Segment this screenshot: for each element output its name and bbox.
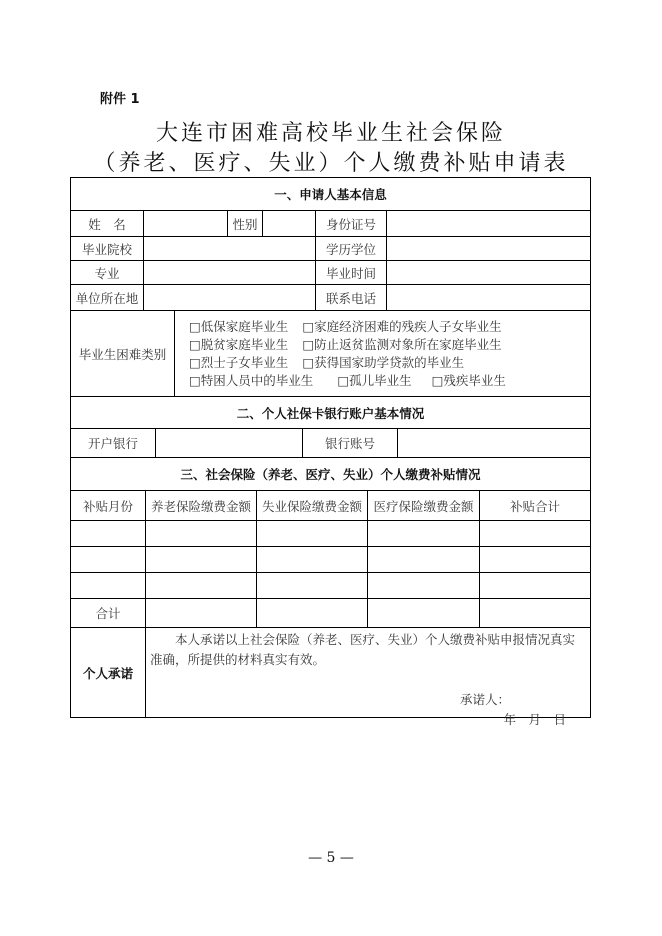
- hardship-option[interactable]: □获得国家助学贷款的毕业生: [302, 354, 465, 370]
- promise-row: [71, 628, 590, 727]
- total-row: [71, 599, 590, 628]
- table-row: [71, 573, 590, 599]
- employer-location-field[interactable]: [144, 285, 316, 310]
- cell[interactable]: [71, 521, 146, 546]
- hardship-option[interactable]: □烈士子女毕业生: [189, 354, 289, 370]
- gender-field[interactable]: [263, 211, 316, 236]
- total-label: 合计: [71, 599, 146, 627]
- promise-content: [146, 628, 590, 727]
- employer-location-label: 单位所在地: [71, 285, 144, 310]
- cell[interactable]: [480, 521, 590, 546]
- table-row: [71, 521, 590, 547]
- cell[interactable]: [480, 547, 590, 572]
- account-label: 银行账号: [303, 429, 398, 457]
- subsidy-header-row: [71, 491, 590, 521]
- gender-label: 性别: [228, 211, 263, 236]
- school-field[interactable]: [144, 237, 316, 260]
- cell[interactable]: [480, 599, 590, 627]
- phone-field[interactable]: [387, 285, 590, 310]
- cell[interactable]: [146, 599, 257, 627]
- table-row: [71, 547, 590, 573]
- hardship-label: 毕业生困难类别: [71, 311, 175, 396]
- promise-text: 本人承诺以上社会保险（养老、医疗、失业）个人缴费补贴申报情况真实准确，所提供的材料真实有效。: [150, 632, 576, 667]
- signer-label: 承诺人：: [459, 692, 510, 707]
- hardship-option[interactable]: □脱贫家庭毕业生: [189, 336, 289, 352]
- cell[interactable]: [146, 521, 257, 546]
- cell[interactable]: [368, 573, 480, 598]
- table-row: [71, 285, 590, 311]
- hardship-option[interactable]: □孤儿毕业生: [337, 372, 412, 388]
- cell[interactable]: [368, 521, 480, 546]
- form-title-line1: 大连市困难高校毕业生社会保险: [155, 121, 506, 146]
- bank-field[interactable]: [156, 429, 303, 457]
- section1-title: 一、申请人基本信息: [274, 187, 387, 202]
- account-field[interactable]: [398, 429, 590, 457]
- cell[interactable]: [257, 599, 368, 627]
- column-header: 医疗保险缴费金额: [368, 491, 480, 520]
- cell[interactable]: [368, 599, 480, 627]
- bank-label: 开户银行: [71, 429, 156, 457]
- application-form-table: [70, 177, 591, 727]
- page-number: — 5 —: [308, 850, 354, 866]
- date-label: 年 月 日: [503, 712, 566, 727]
- cell[interactable]: [71, 573, 146, 598]
- column-header: 补贴合计: [509, 498, 560, 514]
- cell[interactable]: [146, 547, 257, 572]
- cell[interactable]: [480, 573, 590, 598]
- major-label: 专业: [71, 261, 144, 284]
- section1-header-row: [71, 178, 590, 211]
- hardship-options: [175, 311, 590, 396]
- hardship-option[interactable]: □防止返贫监测对象所在家庭毕业生: [302, 336, 502, 352]
- table-row: [71, 261, 590, 285]
- promise-label: 个人承诺: [71, 628, 146, 717]
- degree-label: 学历学位: [316, 237, 387, 260]
- hardship-option[interactable]: □低保家庭毕业生: [189, 318, 289, 334]
- hardship-row: [71, 311, 590, 397]
- major-field[interactable]: [144, 261, 316, 284]
- id-number-field[interactable]: [387, 211, 590, 236]
- section2-title: 二、个人社保卡银行账户基本情况: [236, 405, 425, 421]
- cell[interactable]: [368, 547, 480, 572]
- section2-header-row: [71, 397, 590, 429]
- cell[interactable]: [257, 547, 368, 572]
- cell[interactable]: [71, 547, 146, 572]
- grad-time-field[interactable]: [387, 261, 590, 284]
- table-row: [71, 211, 590, 237]
- name-field[interactable]: [144, 211, 228, 236]
- school-label: 毕业院校: [71, 237, 144, 260]
- degree-field[interactable]: [387, 237, 590, 260]
- phone-label: 联系电话: [316, 285, 387, 310]
- section3-header-row: [71, 458, 590, 491]
- hardship-option[interactable]: □残疾毕业生: [431, 372, 506, 388]
- name-label: 姓 名: [71, 211, 144, 236]
- id-number-label: 身份证号: [316, 211, 387, 236]
- column-header: 失业保险缴费金额: [257, 491, 368, 520]
- table-row: [71, 429, 590, 458]
- grad-time-label: 毕业时间: [316, 261, 387, 284]
- form-title-line2: （养老、医疗、失业）个人缴费补贴申请表: [93, 151, 569, 176]
- cell[interactable]: [257, 573, 368, 598]
- column-header: 养老保险缴费金额: [146, 491, 257, 520]
- section3-title: 三、社会保险（养老、医疗、失业）个人缴费补贴情况: [180, 467, 481, 482]
- cell[interactable]: [146, 573, 257, 598]
- hardship-option[interactable]: □特困人员中的毕业生: [189, 372, 314, 388]
- attachment-label: 附件 1: [100, 92, 140, 107]
- cell[interactable]: [257, 521, 368, 546]
- hardship-option[interactable]: □家庭经济困难的残疾人子女毕业生: [302, 318, 502, 334]
- table-row: [71, 237, 590, 261]
- column-header: 补贴月份: [71, 491, 146, 520]
